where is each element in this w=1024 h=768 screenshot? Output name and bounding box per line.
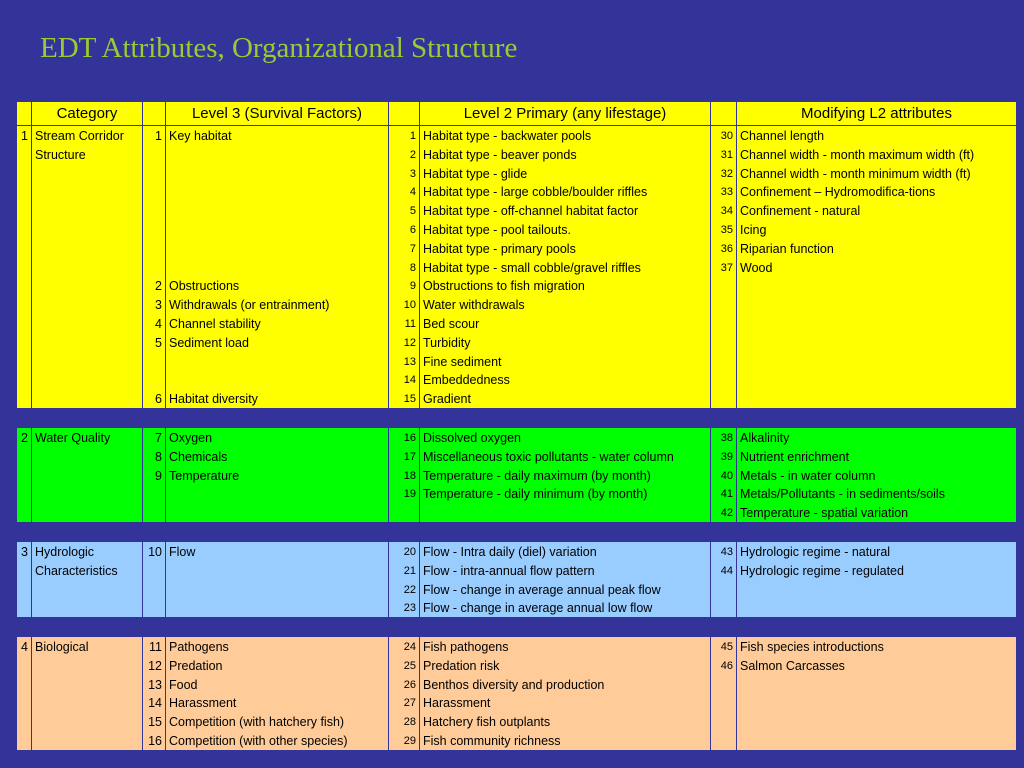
level3-label: Sediment load (169, 335, 249, 350)
level2-label: Miscellaneous toxic pollutants - water column (423, 449, 674, 464)
level2-number-column (389, 637, 419, 750)
level2-label: Bed scour (423, 316, 480, 331)
modifying-number-column (711, 637, 736, 750)
level2-number: 29 (403, 734, 416, 747)
modifying-number: 37 (720, 261, 733, 274)
modifying-label: Alkalinity (740, 431, 790, 445)
modifying-number: 44 (720, 564, 733, 577)
separator-cell (17, 618, 31, 636)
separator-cell (166, 409, 388, 427)
separator-cell (32, 618, 142, 636)
level3-label: Chemicals (169, 449, 228, 464)
level3-number-column (143, 428, 165, 522)
level2-label: Dissolved oxygen (423, 431, 521, 445)
level2-number-column (389, 428, 419, 522)
modifying-label: Metals/Pollutants - in sediments/soils (740, 487, 945, 502)
separator-cell (420, 523, 710, 541)
modifying-number: 42 (720, 507, 733, 520)
level2-label: Obstructions to fish migration (423, 279, 585, 294)
modifying-label: Channel width - month minimum width (ft) (740, 166, 971, 181)
level2-number: 2 (409, 148, 416, 161)
modifying-label: Salmon Carcasses (740, 658, 845, 673)
level2-label: Predation risk (423, 658, 500, 673)
level2-number: 16 (403, 432, 416, 444)
modifying-label: Confinement - natural (740, 204, 861, 219)
separator-cell (166, 618, 388, 636)
modifying-label: Fish species introductions (740, 640, 884, 654)
level3-label (169, 353, 388, 372)
level2-label: Fish community richness (423, 733, 561, 748)
separator-cell (166, 523, 388, 541)
separator-cell (737, 409, 1016, 427)
category-label: Water Quality (32, 428, 142, 522)
modifying-number: 46 (720, 659, 733, 672)
modifying-number: 39 (720, 450, 733, 463)
level2-number: 20 (403, 546, 416, 558)
level3-number: 6 (155, 392, 162, 407)
separator-cell (389, 523, 419, 541)
modifying-number: 35 (720, 223, 733, 236)
category-label: Stream Corridor Structure (32, 126, 142, 408)
level3-number (143, 371, 162, 390)
level3-label (169, 202, 388, 221)
category-number (17, 428, 31, 522)
header-mod-num-cell (711, 102, 736, 125)
separator-cell (389, 618, 419, 636)
level2-label: Harassment (423, 696, 491, 711)
level2-number: 10 (403, 299, 416, 312)
level2-number-column (389, 126, 419, 408)
category-number (17, 126, 31, 408)
level3-number: 9 (155, 468, 162, 483)
level3-number (143, 221, 162, 240)
level2-number: 6 (409, 223, 416, 236)
level2-label: Habitat type - large cobble/boulder riffles (423, 185, 648, 200)
level2-number: 25 (403, 659, 416, 672)
category-number-text: 2 (21, 431, 28, 445)
level3-number (143, 259, 162, 278)
separator-cell (711, 618, 736, 636)
modifying-label: Nutrient enrichment (740, 449, 850, 464)
level3-number-column (143, 637, 165, 750)
level3-label: Habitat diversity (169, 392, 258, 407)
modifying-number-column (711, 428, 736, 522)
modifying-number: 33 (720, 186, 733, 199)
level3-label (169, 165, 388, 184)
modifying-label: Confinement – Hydromodifica-tions (740, 185, 936, 200)
level2-label: Hatchery fish outplants (423, 715, 551, 730)
level3-number (143, 146, 162, 165)
separator-cell (737, 523, 1016, 541)
level2-number: 23 (403, 602, 416, 615)
category-label: Biological (32, 637, 142, 750)
modifying-number: 31 (720, 148, 733, 161)
level3-label: Obstructions (169, 279, 240, 294)
level2-label: Flow - change in average annual peak flow (423, 582, 661, 597)
separator-cell (143, 618, 165, 636)
modifying-label-column (737, 126, 1016, 408)
modifying-number: 43 (720, 546, 733, 558)
level2-label: Temperature - daily minimum (by month) (423, 487, 648, 502)
modifying-number: 32 (720, 167, 733, 180)
level3-number: 1 (155, 129, 162, 143)
level3-number: 13 (148, 677, 162, 692)
level2-number: 9 (409, 280, 416, 293)
level3-label: Channel stability (169, 316, 261, 331)
level2-number: 11 (404, 317, 416, 330)
separator-cell (711, 523, 736, 541)
separator-cell (711, 409, 736, 427)
modifying-label: Temperature - spatial variation (740, 506, 909, 521)
level2-label: Benthos diversity and production (423, 677, 605, 692)
level3-number: 11 (149, 640, 162, 654)
level2-label: Temperature - daily maximum (by month) (423, 468, 651, 483)
header-level2: Level 2 Primary (any lifestage) (420, 102, 710, 125)
modifying-label: Hydrologic regime - regulated (740, 563, 904, 578)
level3-label: Competition (with other species) (169, 733, 348, 748)
level3-number: 10 (148, 545, 162, 559)
level3-label: Harassment (169, 696, 237, 711)
modifying-label: Channel width - month maximum width (ft) (740, 147, 975, 162)
level2-number: 28 (403, 716, 416, 729)
level2-label: Habitat type - backwater pools (423, 129, 592, 143)
modifying-label: Metals - in water column (740, 468, 876, 483)
level2-label: Habitat type - small cobble/gravel riffles (423, 260, 641, 275)
level3-label: Withdrawals (or entrainment) (169, 298, 330, 313)
level3-label: Pathogens (169, 640, 229, 654)
level2-label-column (420, 126, 710, 408)
level2-label: Fish pathogens (423, 640, 509, 654)
level2-number: 14 (403, 374, 416, 387)
level3-label: Oxygen (169, 431, 213, 445)
separator-cell (17, 409, 31, 427)
header-modifying: Modifying L2 attributes (737, 102, 1016, 125)
level2-number: 13 (403, 355, 416, 368)
level2-label: Flow - Intra daily (diel) variation (423, 545, 597, 559)
modifying-label: Riparian function (740, 241, 834, 256)
level3-number (143, 240, 162, 259)
separator-cell (143, 409, 165, 427)
header-cat-num-cell (17, 102, 31, 125)
modifying-label: Icing (740, 222, 767, 237)
level2-number: 19 (403, 488, 416, 501)
modifying-number: 30 (720, 130, 733, 142)
level3-number: 3 (155, 298, 162, 313)
modifying-number: 38 (720, 432, 733, 444)
modifying-label: Wood (740, 260, 773, 275)
modifying-number: 45 (720, 641, 733, 653)
level2-label-column (420, 542, 710, 617)
level3-number (143, 183, 162, 202)
header-category: Category (32, 102, 142, 125)
level3-number: 5 (155, 335, 162, 350)
category-number-text: 1 (21, 129, 28, 143)
level3-label (169, 371, 388, 390)
modifying-label-column (737, 428, 1016, 522)
separator-cell (17, 523, 31, 541)
modifying-number-column (711, 126, 736, 408)
level2-number-column (389, 542, 419, 617)
modifying-label-column (737, 637, 1016, 750)
header-l2-num-cell (389, 102, 419, 125)
separator-cell (389, 409, 419, 427)
level3-label: Temperature (169, 468, 240, 483)
level3-label: Key habitat (169, 129, 232, 143)
level2-label: Flow - change in average annual low flow (423, 601, 653, 616)
level2-number: 26 (403, 678, 416, 691)
header-level3: Level 3 (Survival Factors) (166, 102, 388, 125)
category-number (17, 542, 31, 617)
level3-label (169, 146, 388, 165)
level2-label: Gradient (423, 392, 471, 407)
level2-number: 1 (409, 130, 416, 142)
level3-label (169, 183, 388, 202)
level2-number: 4 (409, 186, 416, 199)
modifying-label: Channel length (740, 129, 825, 143)
level2-label: Habitat type - off-channel habitat factor (423, 204, 639, 219)
level3-label: Competition (with hatchery fish) (169, 715, 345, 730)
category-number-text: 3 (21, 545, 28, 559)
level2-number: 12 (403, 336, 416, 349)
level2-number: 21 (403, 564, 416, 577)
level2-number: 7 (409, 242, 416, 255)
level3-label (169, 240, 388, 259)
level3-number: 4 (155, 316, 162, 331)
level2-label-column (420, 428, 710, 522)
modifying-number: 36 (720, 242, 733, 255)
level3-label (169, 221, 388, 240)
level3-number (143, 202, 162, 221)
modifying-number: 41 (720, 488, 733, 501)
category-label: Hydrologic Characteristics (32, 542, 142, 617)
level3-number (143, 353, 162, 372)
separator-cell (737, 618, 1016, 636)
level3-label: Flow (169, 545, 196, 559)
modifying-number: 40 (720, 469, 733, 482)
separator-cell (32, 523, 142, 541)
level3-number: 2 (155, 279, 162, 294)
level3-label: Food (169, 677, 198, 692)
level2-label: Habitat type - glide (423, 166, 528, 181)
modifying-label: Hydrologic regime - natural (740, 545, 891, 559)
level2-number: 8 (409, 261, 416, 274)
header-l3-num-cell (143, 102, 165, 125)
level2-label: Water withdrawals (423, 298, 525, 313)
level3-number-column (143, 542, 165, 617)
category-number (17, 637, 31, 750)
modifying-label-column (737, 542, 1016, 617)
separator-cell (32, 409, 142, 427)
level3-label (169, 259, 388, 278)
level3-number: 16 (148, 733, 162, 748)
level3-label-column (166, 637, 388, 750)
level3-number: 15 (148, 715, 162, 730)
level2-number: 15 (403, 393, 416, 406)
modifying-number: 34 (720, 205, 733, 218)
separator-cell (143, 523, 165, 541)
level2-label: Turbidity (423, 335, 471, 350)
level2-label: Habitat type - pool tailouts. (423, 222, 571, 237)
level3-number: 7 (155, 431, 162, 445)
separator-cell (420, 409, 710, 427)
level2-number: 24 (403, 641, 416, 653)
level3-number: 14 (148, 696, 162, 711)
level2-label: Flow - intra-annual flow pattern (423, 563, 595, 578)
level3-label-column (166, 428, 388, 522)
separator-cell (420, 618, 710, 636)
level2-label-column (420, 637, 710, 750)
level3-label-column (166, 542, 388, 617)
level3-number-column (143, 126, 165, 408)
modifying-number-column (711, 542, 736, 617)
level3-label: Predation (169, 658, 223, 673)
level3-number (143, 165, 162, 184)
attributes-table (17, 102, 1012, 746)
slide-title: EDT Attributes, Organizational Structure (40, 32, 518, 64)
level2-number: 17 (403, 450, 416, 463)
level2-label: Embeddedness (423, 373, 510, 388)
level3-number: 12 (148, 658, 162, 673)
level2-number: 3 (409, 167, 416, 180)
level3-number: 8 (155, 449, 162, 464)
category-number-text: 4 (21, 640, 28, 654)
level3-label-column (166, 126, 388, 408)
level2-number: 18 (403, 469, 416, 482)
level2-label: Fine sediment (423, 354, 502, 369)
level2-number: 22 (403, 583, 416, 596)
level2-label: Habitat type - primary pools (423, 241, 576, 256)
level2-label: Habitat type - beaver ponds (423, 147, 577, 162)
level2-number: 5 (409, 205, 416, 218)
level2-number: 27 (403, 697, 416, 710)
